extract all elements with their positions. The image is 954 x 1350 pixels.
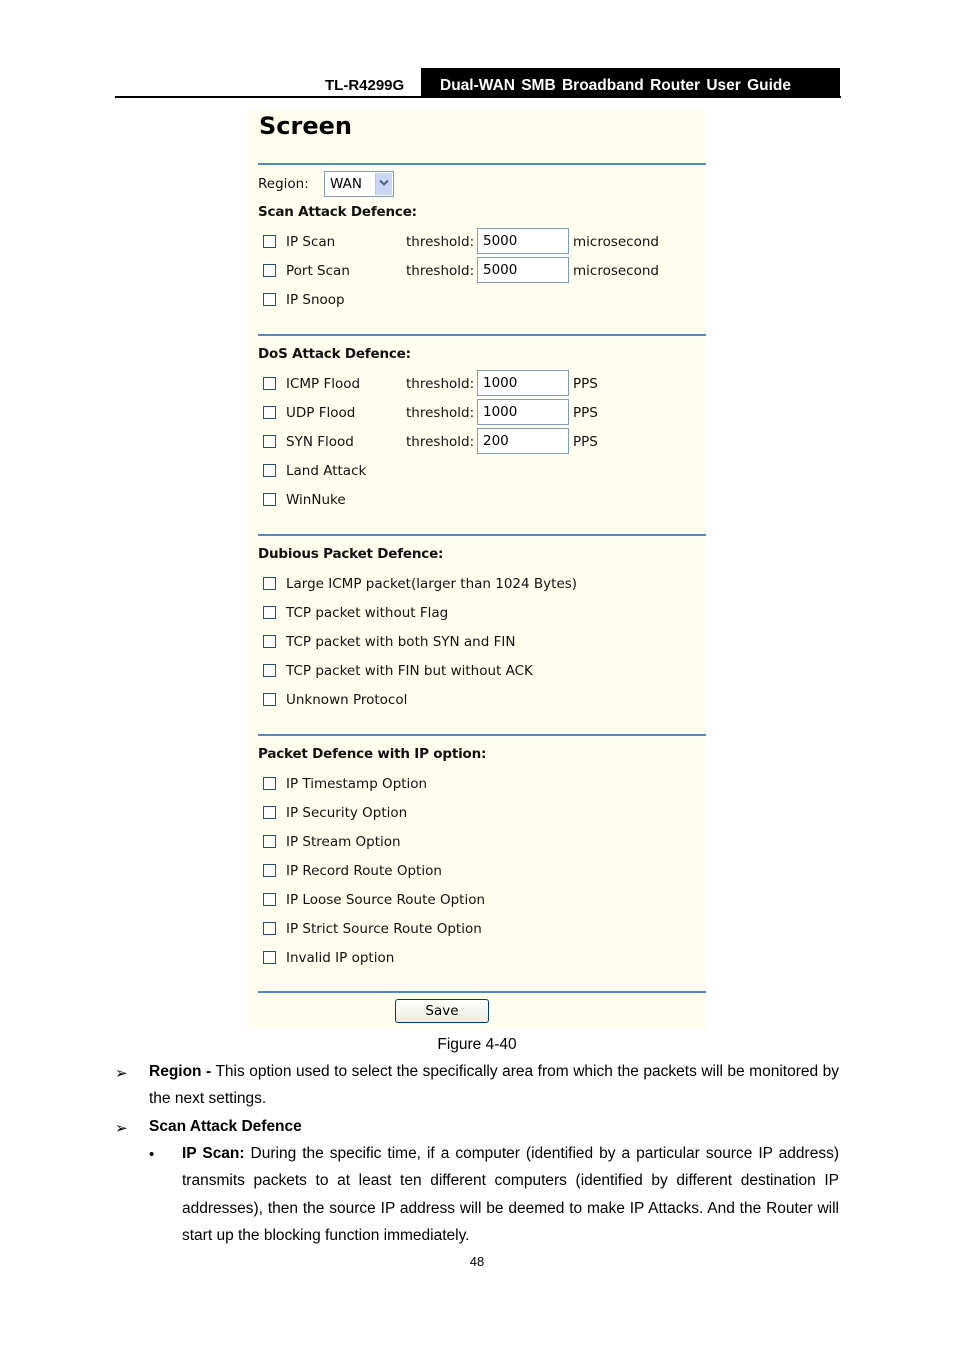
scan-attack-subheading [149, 1113, 839, 1140]
header-model: TL-R4299G [325, 77, 405, 94]
ip-loose-source-route-checkbox[interactable] [263, 893, 276, 906]
icmp-flood-unit: PPS [573, 376, 598, 392]
page-title: Screen [259, 112, 352, 140]
ip-scan-text: During the specific time, if a computer (identified by a particular source IP address) transmits packets to at least ten different computers (identified by different destination IP addresses), then the source IP address will be deemed to make IP Attacks. And the Router will start up the blocking function immediately. [182, 1145, 839, 1244]
figure-caption: Figure 4-40 [437, 1036, 517, 1053]
region-text: This option used to select the specifically area from which the packets will be monitored by the next settings. [149, 1063, 839, 1107]
separator [258, 734, 706, 736]
region-value: WAN [330, 176, 362, 192]
unknown-protocol-checkbox[interactable] [263, 693, 276, 706]
threshold-label: threshold: [406, 405, 475, 421]
ip-record-route-checkbox[interactable] [263, 864, 276, 877]
separator [258, 534, 706, 536]
ip-scan-description [182, 1140, 839, 1249]
invalid-ip-option-label: Invalid IP option [286, 950, 395, 966]
invalid-ip-option-checkbox[interactable] [263, 951, 276, 964]
scan-heading-text: Scan Attack Defence [149, 1118, 302, 1135]
separator [258, 334, 706, 336]
syn-flood-unit: PPS [573, 434, 598, 450]
save-button[interactable]: Save [395, 999, 489, 1023]
icmp-flood-label: ICMP Flood [286, 376, 361, 392]
syn-flood-label: SYN Flood [286, 434, 354, 450]
ip-strict-source-route-checkbox[interactable] [263, 922, 276, 935]
region-select[interactable] [324, 171, 394, 197]
ip-option-heading: Packet Defence with IP option: [258, 746, 487, 762]
ip-timestamp-label: IP Timestamp Option [286, 776, 428, 792]
separator [258, 991, 706, 993]
dubious-packet-heading: Dubious Packet Defence: [258, 546, 444, 562]
ip-timestamp-checkbox[interactable] [263, 777, 276, 790]
icmp-flood-checkbox[interactable] [263, 377, 276, 390]
ip-scan-term: IP Scan: [182, 1145, 245, 1162]
tcp-no-flag-checkbox[interactable] [263, 606, 276, 619]
scan-attack-heading: Scan Attack Defence: [258, 204, 417, 220]
large-icmp-checkbox[interactable] [263, 577, 276, 590]
port-scan-unit: microsecond [573, 263, 659, 279]
ip-security-checkbox[interactable] [263, 806, 276, 819]
winnuke-label: WinNuke [286, 492, 346, 508]
ip-stream-label: IP Stream Option [286, 834, 401, 850]
ip-scan-unit: microsecond [573, 234, 659, 250]
arrow-bullet: ➢ [115, 1065, 128, 1082]
region-label: Region: [258, 176, 309, 192]
port-scan-checkbox[interactable] [263, 264, 276, 277]
syn-flood-checkbox[interactable] [263, 435, 276, 448]
chevron-down-icon[interactable] [375, 173, 392, 195]
dos-attack-heading: DoS Attack Defence: [258, 346, 411, 362]
unknown-protocol-label: Unknown Protocol [286, 692, 408, 708]
ip-scan-label: IP Scan [286, 234, 336, 250]
threshold-label: threshold: [406, 234, 475, 250]
dot-bullet: • [149, 1146, 155, 1163]
port-scan-threshold-input[interactable]: 5000 [477, 257, 569, 283]
header-rule [115, 96, 841, 98]
screen-panel [247, 110, 706, 1029]
syn-flood-threshold-input[interactable]: 200 [477, 428, 569, 454]
region-term: Region - [149, 1063, 212, 1080]
tcp-fin-no-ack-checkbox[interactable] [263, 664, 276, 677]
ip-stream-checkbox[interactable] [263, 835, 276, 848]
threshold-label: threshold: [406, 376, 475, 392]
udp-flood-threshold-input[interactable]: 1000 [477, 399, 569, 425]
icmp-flood-threshold-input[interactable]: 1000 [477, 370, 569, 396]
ip-scan-threshold-input[interactable]: 5000 [477, 228, 569, 254]
ip-strict-source-route-label: IP Strict Source Route Option [286, 921, 482, 937]
ip-scan-checkbox[interactable] [263, 235, 276, 248]
udp-flood-checkbox[interactable] [263, 406, 276, 419]
header-title: Dual-WAN SMB Broadband Router User Guide [421, 68, 840, 97]
ip-snoop-label: IP Snoop [286, 292, 345, 308]
page-number: 48 [469, 1254, 485, 1269]
tcp-no-flag-label: TCP packet without Flag [286, 605, 449, 621]
udp-flood-label: UDP Flood [286, 405, 356, 421]
region-description [149, 1058, 839, 1112]
separator [258, 163, 706, 165]
large-icmp-label: Large ICMP packet(larger than 1024 Bytes) [286, 576, 578, 592]
port-scan-label: Port Scan [286, 263, 350, 279]
land-attack-checkbox[interactable] [263, 464, 276, 477]
ip-record-route-label: IP Record Route Option [286, 863, 442, 879]
udp-flood-unit: PPS [573, 405, 598, 421]
threshold-label: threshold: [406, 434, 475, 450]
ip-snoop-checkbox[interactable] [263, 293, 276, 306]
ip-security-label: IP Security Option [286, 805, 408, 821]
tcp-syn-fin-checkbox[interactable] [263, 635, 276, 648]
winnuke-checkbox[interactable] [263, 493, 276, 506]
land-attack-label: Land Attack [286, 463, 367, 479]
tcp-fin-no-ack-label: TCP packet with FIN but without ACK [286, 663, 533, 679]
threshold-label: threshold: [406, 263, 475, 279]
arrow-bullet: ➢ [115, 1120, 128, 1137]
ip-loose-source-route-label: IP Loose Source Route Option [286, 892, 486, 908]
tcp-syn-fin-label: TCP packet with both SYN and FIN [286, 634, 516, 650]
